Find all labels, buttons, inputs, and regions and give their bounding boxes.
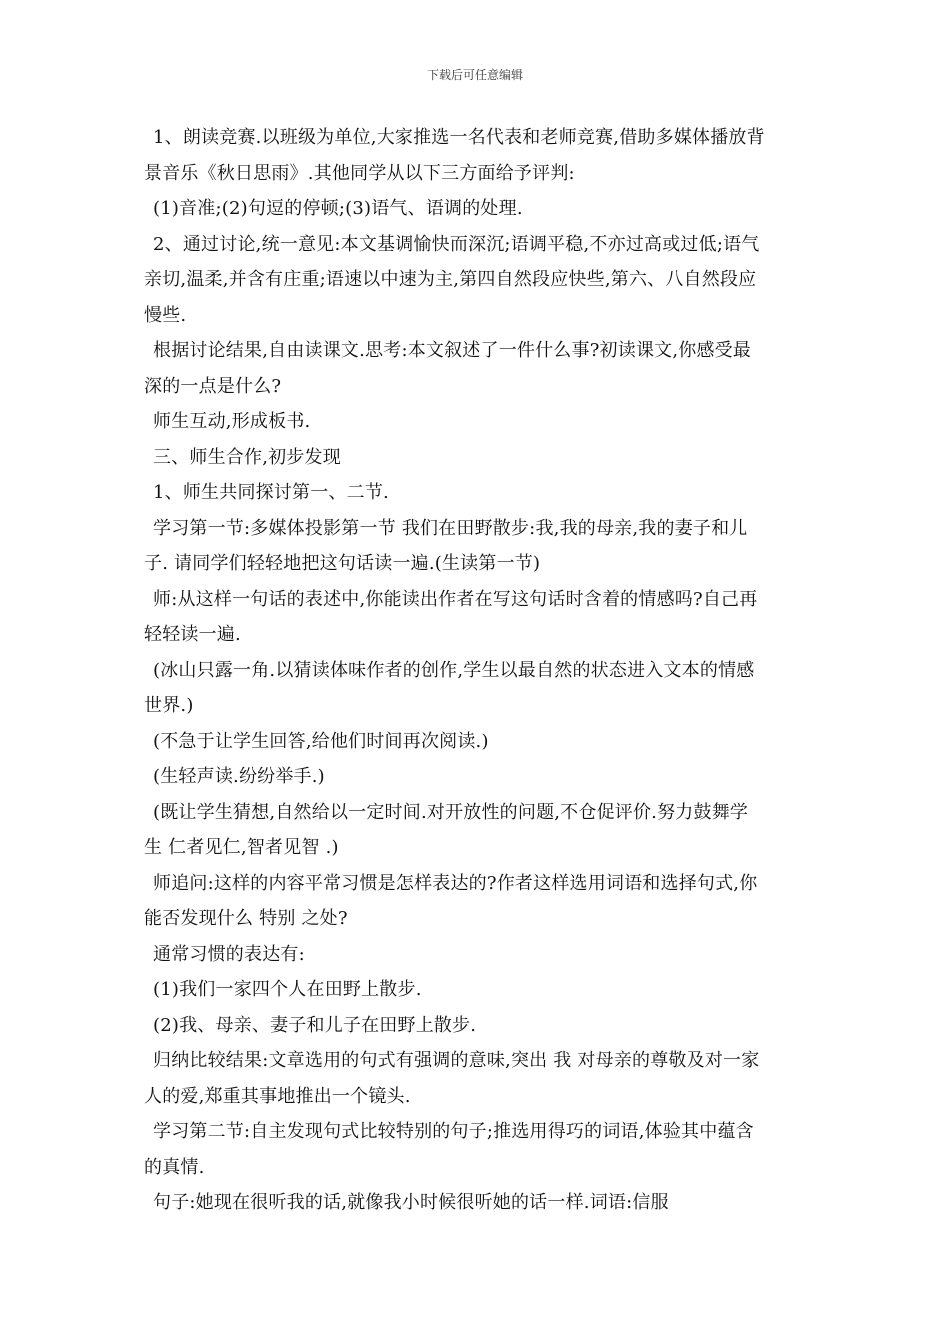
text-line: 轻轻读一遍. [144, 624, 241, 645]
text-line: 亲切,温柔,并含有庄重;语速以中速为主,第四自然段应快些,第六、八自然段应 [144, 269, 757, 290]
text-line: 句子:她现在很听我的话,就像我小时候很听她的话一样.词语:信服 [153, 1192, 669, 1213]
text-line: 根据讨论结果,自由读课文.思考:本文叙述了一件什么事?初读课文,你感受最 [153, 340, 752, 361]
text-line: 师追问:这样的内容平常习惯是怎样表达的?作者这样选用词语和选择句式,你 [153, 872, 758, 894]
text-line: 2、通过讨论,统一意见:本文基调愉快而深沉;语调平稳,不亦过高或过低;语气 [153, 233, 760, 255]
page-header: 下载后可任意编辑 [426, 68, 523, 82]
text-line: 三、师生合作,初步发现 [153, 446, 341, 468]
text-line: 深的一点是什么? [144, 375, 282, 397]
text-line: 生 仁者见仁,智者见智 .) [144, 837, 339, 858]
text-line: (1)音准;(2)句逗的停顿;(3)语气、语调的处理. [153, 198, 523, 219]
text-line: 师:从这样一句话的表述中,你能读出作者在写这句话时含着的情感吗?自己再 [153, 588, 758, 610]
text-line: 1、师生共同探讨第一、二节. [153, 482, 389, 503]
text-line: 人的爱,郑重其事地推出一个镜头. [144, 1085, 411, 1107]
text-line: 的真情. [144, 1156, 205, 1178]
text-line: 学习第一节:多媒体投影第一节 我们在田野散步:我,我的母亲,我的妻子和儿 [153, 517, 748, 539]
text-line: (不急于让学生回答,给他们时间再次阅读.) [153, 730, 489, 752]
text-line: 景音乐《秋日思雨》.其他同学从以下三方面给予评判: [144, 162, 575, 184]
text-line: 子. 请同学们轻轻地把这句话读一遍.(生读第一节) [144, 553, 541, 574]
text-line: 通常习惯的表达有: [153, 943, 305, 965]
text-line: 归纳比较结果:文章选用的句式有强调的意味,突出 我 对母亲的尊敬及对一家 [153, 1050, 760, 1071]
text-line: 1、朗读竞赛.以班级为单位,大家推选一名代表和老师竞赛,借助多媒体播放背 [153, 127, 765, 148]
text-line: (1)我们一家四个人在田野上散步. [153, 979, 422, 1000]
document-body [144, 120, 814, 1221]
text-line: (冰山只露一角.以猜读体味作者的创作,学生以最自然的状态进入文本的情感 [153, 659, 755, 681]
text-line: 能否发现什么 特别 之处? [144, 908, 348, 929]
text-line: (2)我、母亲、妻子和儿子在田野上散步. [153, 1014, 477, 1036]
text-line: 师生互动,形成板书. [153, 411, 311, 432]
text-line: 学习第二节:自主发现句式比较特别的句子;推选用得巧的词语,体验其中蕴含 [153, 1121, 754, 1142]
text-line: (既让学生猜想,自然给以一定时间.对开放性的问题,不仓促评价.努力鼓舞学 [153, 801, 749, 823]
text-line: 世界.) [144, 695, 194, 716]
text-line: (生轻声读.纷纷举手.) [153, 766, 325, 787]
text-line: 慢些. [144, 304, 187, 326]
